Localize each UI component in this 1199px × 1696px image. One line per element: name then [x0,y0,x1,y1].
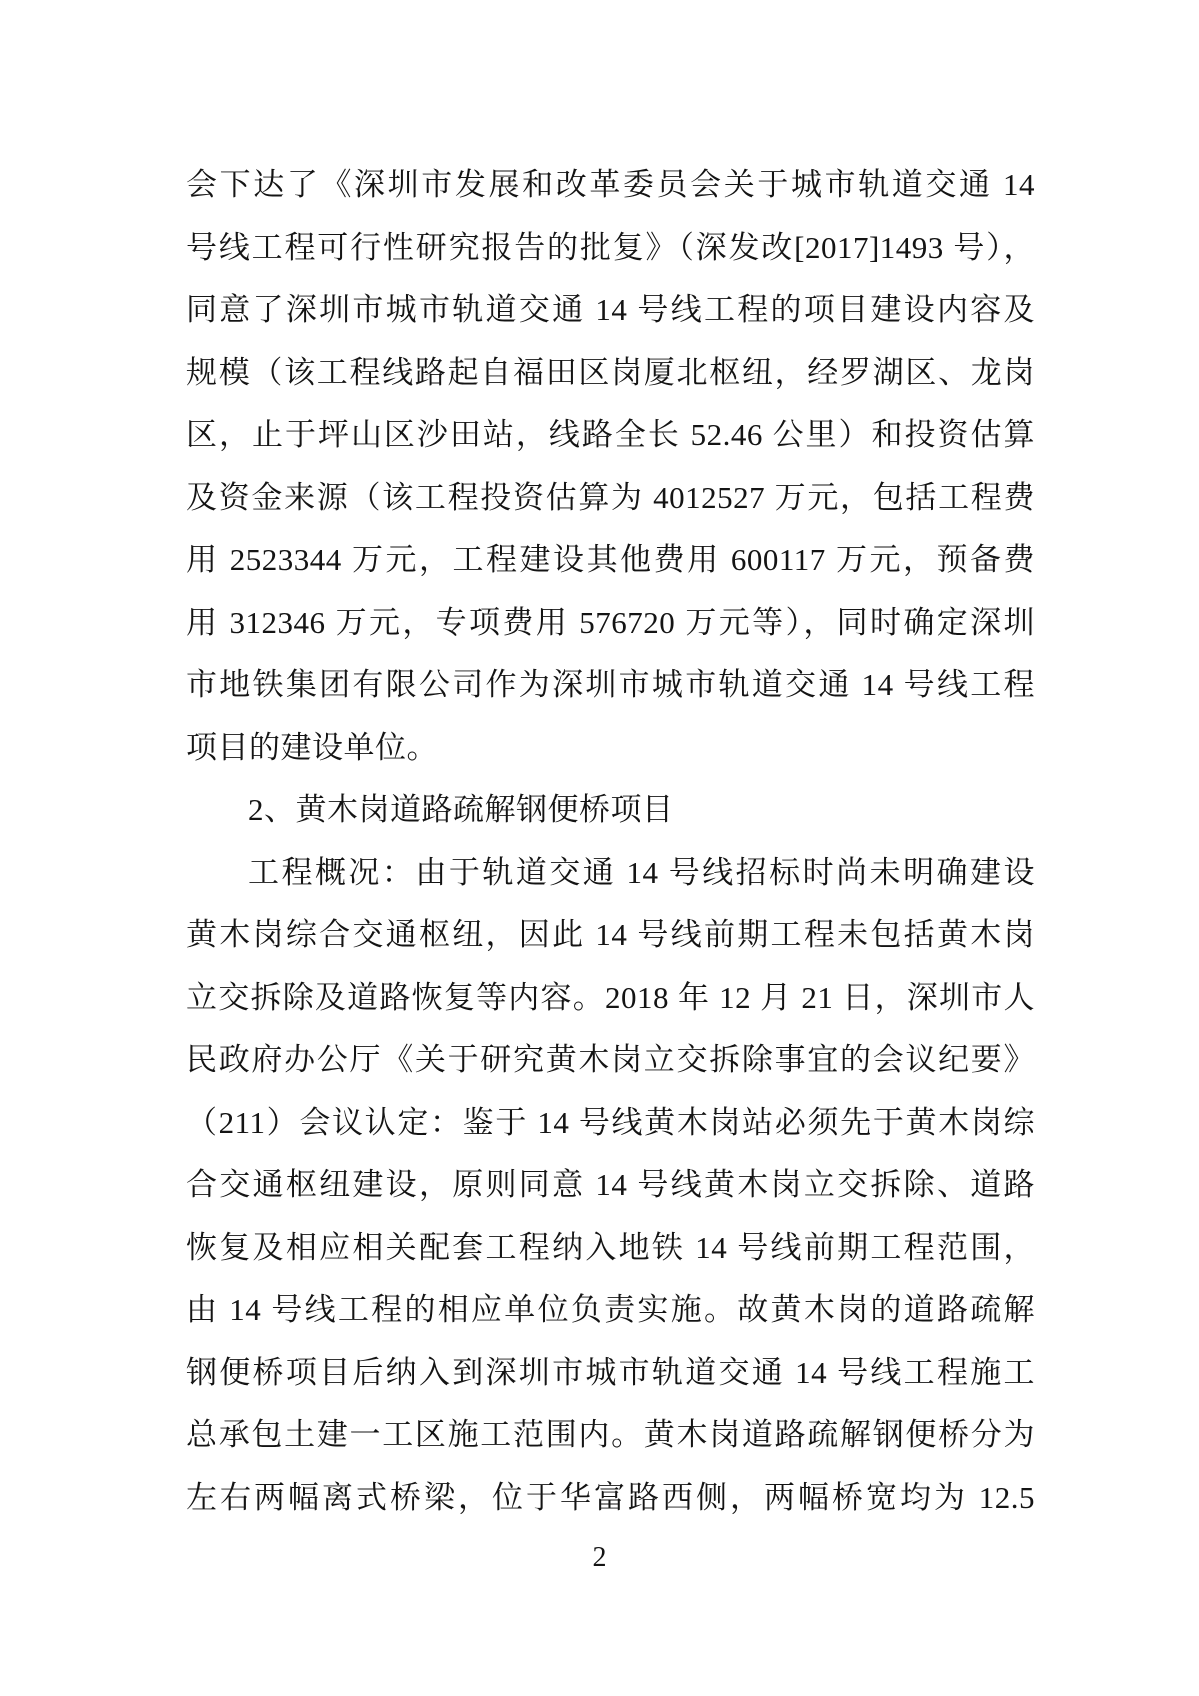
paragraph-approval-line-9: 市地铁集团有限公司作为深圳市城市轨道交通 14 号线工程 [186,667,1035,702]
page-number: 2 [592,1542,607,1573]
paragraph-overview-line-7: 恢复及相应相关配套工程纳入地铁 14 号线前期工程范围， [186,1229,1035,1265]
paragraph-approval-line-6: 及资金来源（该工程投资估算为 4012527 万元，包括工程费 [186,479,1035,515]
paragraph-approval-line-8: 用 312346 万元，专项费用 576720 万元等），同时确定深圳 [186,604,1035,640]
paragraph-overview-line-3: 立交拆除及道路恢复等内容。2018 年 12 月 21 日，深圳市人 [186,979,1035,1015]
paragraph-approval-line-4: 规模（该工程线路起自福田区岗厦北枢纽，经罗湖区、龙岗 [186,354,1035,390]
paragraph-overview-line-11: 左右两幅离式桥梁，位于华富路西侧，两幅桥宽均为 12.5 [186,1479,1035,1515]
paragraph-approval-line-2: 号线工程可行性研究报告的批复》（深发改[2017]1493 号）， [186,229,1035,265]
document-body [186,154,1035,1529]
paragraph-approval-line-5: 区，止于坪山区沙田站，线路全长 52.46 公里）和投资估算 [186,417,1035,452]
paragraph-overview-line-2: 黄木岗综合交通枢纽，因此 14 号线前期工程未包括黄木岗 [186,917,1035,952]
paragraph-overview-line-6: 合交通枢纽建设，原则同意 14 号线黄木岗立交拆除、道路 [186,1167,1035,1202]
paragraph-approval-line-1: 会下达了《深圳市发展和改革委员会关于城市轨道交通 14 [186,167,1035,202]
paragraph-overview-line-9: 钢便桥项目后纳入到深圳市城市轨道交通 14 号线工程施工 [186,1354,1035,1390]
paragraph-overview-line-8: 由 14 号线工程的相应单位负责实施。故黄木岗的道路疏解 [186,1292,1035,1327]
paragraph-overview-line-10: 总承包土建一工区施工范围内。黄木岗道路疏解钢便桥分为 [186,1417,1035,1452]
paragraph-approval-line-3: 同意了深圳市城市轨道交通 14 号线工程的项目建设内容及 [186,292,1035,327]
paragraph-overview-line-1: 工程概况：由于轨道交通 14 号线招标时尚未明确建设 [248,854,1035,890]
paragraph-overview-line-5: （211）会议认定：鉴于 14 号线黄木岗站必须先于黄木岗综 [186,1104,1035,1140]
paragraph-approval-line-7: 用 2523344 万元，工程建设其他费用 600117 万元，预备费 [186,542,1035,577]
paragraph-overview-line-4: 民政府办公厅《关于研究黄木岗立交拆除事宜的会议纪要》 [186,1042,1035,1077]
paragraph-approval-line-10: 项目的建设单位。 [186,729,438,765]
paragraph-heading-2-line-1: 2、黄木岗道路疏解钢便桥项目 [248,792,674,827]
